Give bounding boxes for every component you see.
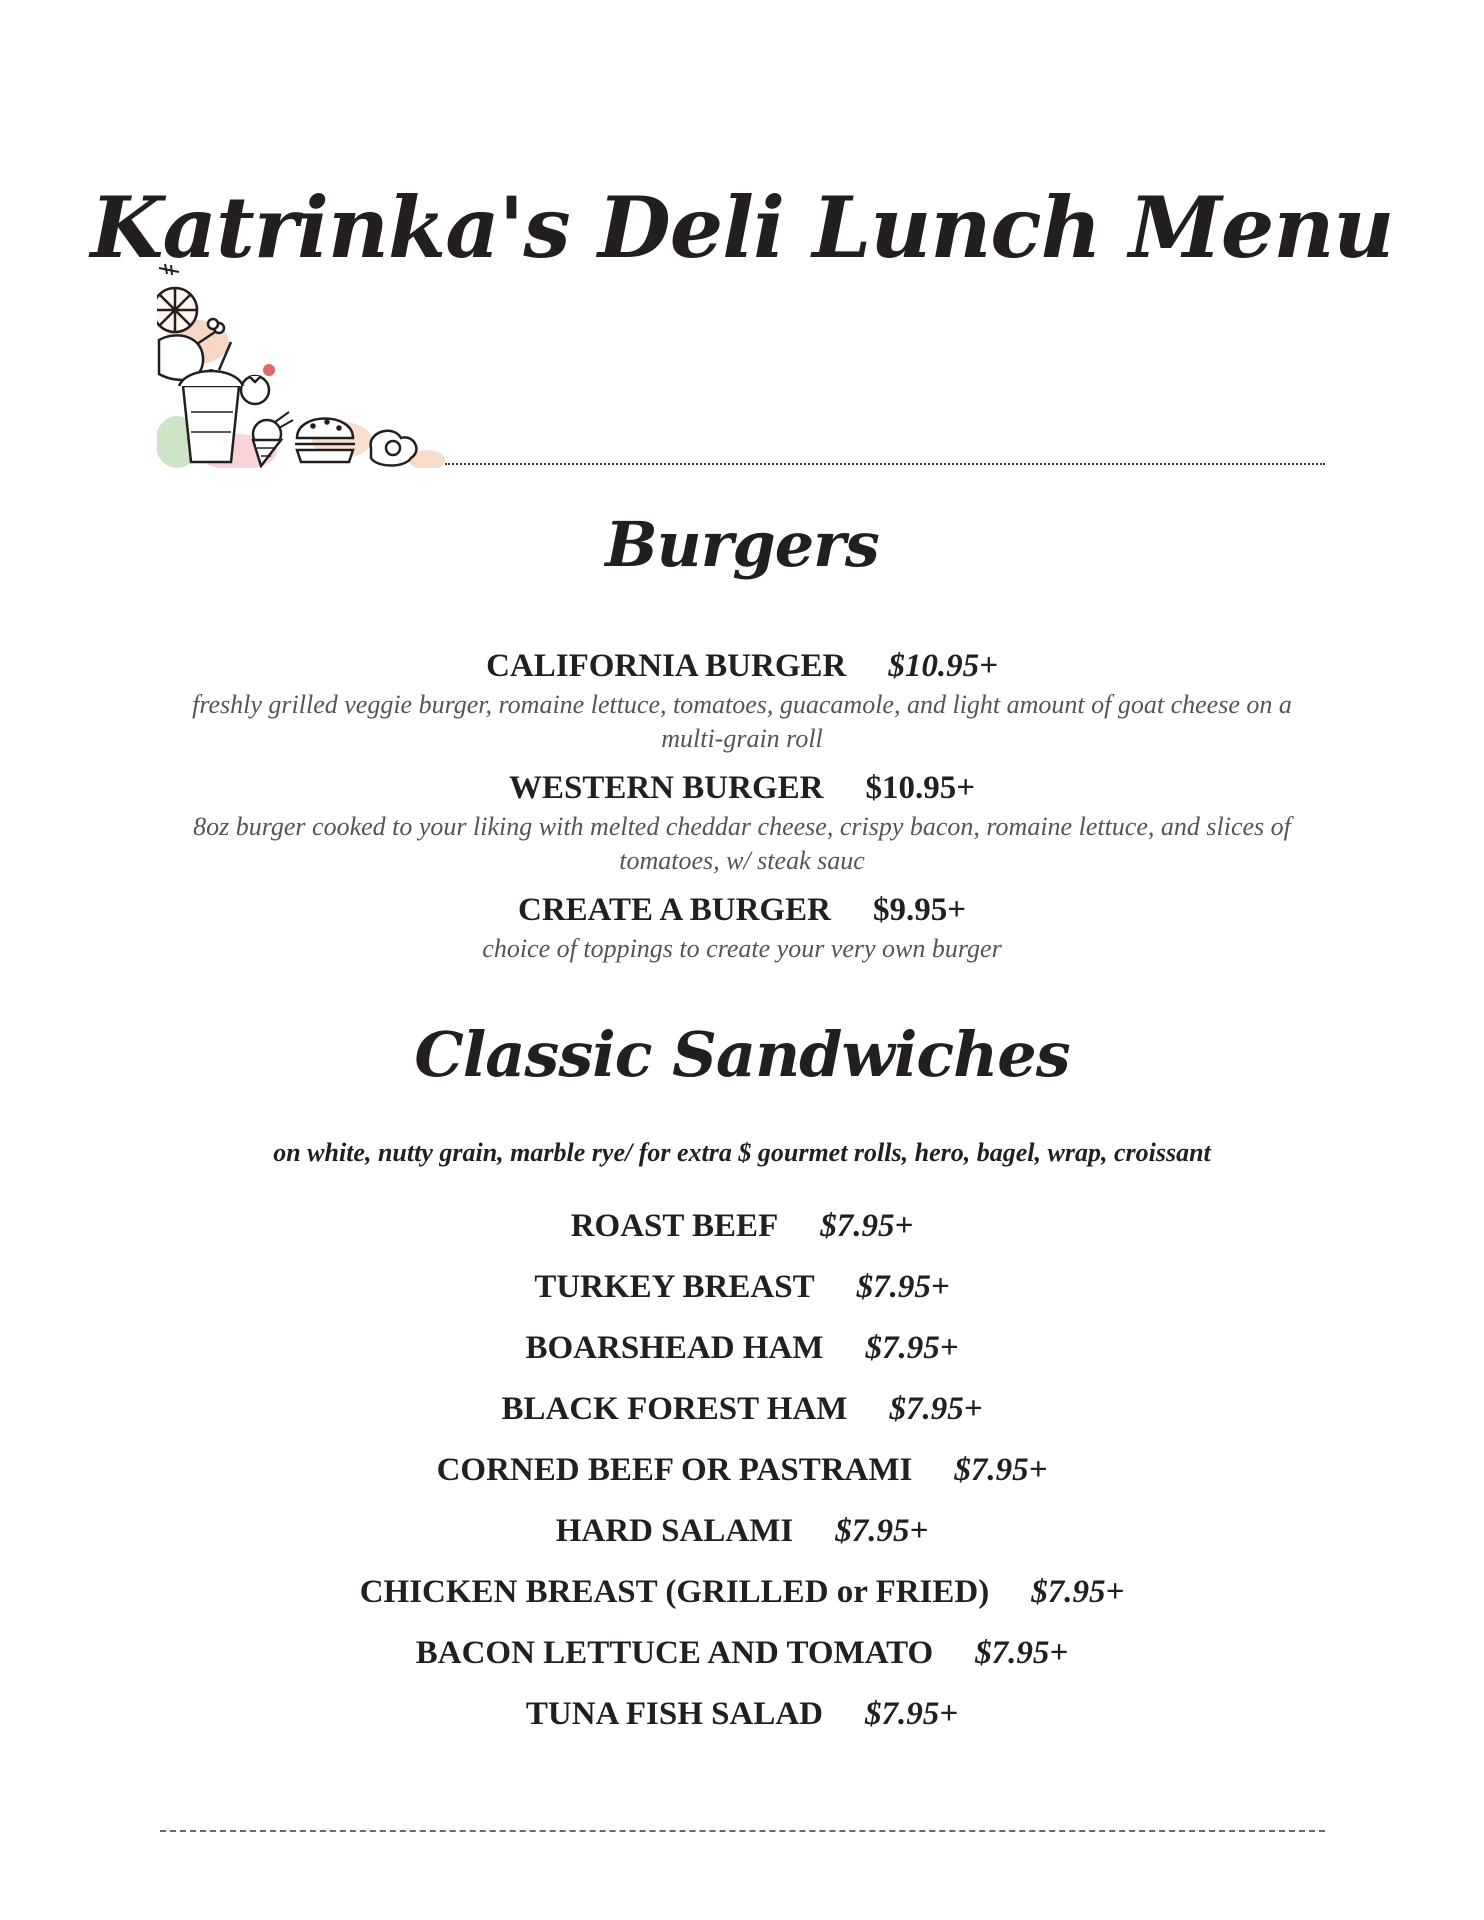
item-price: $10.95+	[865, 770, 976, 806]
bread-options-note: on white, nutty grain, marble rye/ for extra $ gourmet rolls, hero, bagel, wrap, croissant	[273, 1138, 1211, 1167]
item-name: TUNA FISH SALAD	[525, 1696, 823, 1732]
page-title: Katrinka's Deli Lunch Menu	[90, 178, 1394, 277]
menu-item-chicken-breast	[0, 1574, 1484, 1611]
item-name: BACON LETTUCE AND TOMATO	[415, 1635, 934, 1671]
menu-item-western-burger	[0, 770, 1484, 807]
item-price: $9.95+	[872, 892, 966, 928]
item-name: ROAST BEEF	[570, 1208, 779, 1244]
menu-item-turkey-breast	[0, 1269, 1484, 1306]
item-name: BOARSHEAD HAM	[525, 1330, 824, 1366]
item-description: freshly grilled veggie burger, romaine lettuce, tomatoes, guacamole, and light amount of goat cheese on a multi-grain roll	[192, 690, 1292, 753]
menu-item-boarshead-ham	[0, 1330, 1484, 1367]
item-price: $7.95+	[835, 1513, 929, 1549]
item-price: $7.95+	[1031, 1574, 1125, 1610]
menu-item-blt	[0, 1635, 1484, 1672]
menu-item-corned-beef-pastrami	[0, 1452, 1484, 1489]
item-name: WESTERN BURGER	[508, 770, 824, 806]
food-illustration	[157, 262, 445, 468]
item-price: $7.95+	[889, 1391, 983, 1427]
item-description: 8oz burger cooked to your liking with melted cheddar cheese, crispy bacon, romaine lettuce, and slices of tomatoes, w/ steak sauc	[193, 812, 1291, 875]
section-title-burgers: Burgers	[605, 508, 879, 581]
herb-sprig-icon	[159, 264, 179, 275]
menu-item-roast-beef	[0, 1208, 1484, 1245]
section-title-sandwiches: Classic Sandwiches	[414, 1018, 1070, 1091]
fried-egg-icon	[371, 431, 417, 466]
item-name: CREATE A BURGER	[517, 892, 831, 928]
item-price: $7.95+	[954, 1452, 1048, 1488]
item-name: BLACK FOREST HAM	[501, 1391, 848, 1427]
header-divider	[445, 463, 1325, 465]
menu-item-black-forest-ham	[0, 1391, 1484, 1428]
item-name: HARD SALAMI	[555, 1513, 794, 1549]
menu-item-tuna-fish-salad	[0, 1696, 1484, 1733]
item-price: $10.95+	[888, 648, 998, 684]
menu-item-create-a-burger	[0, 892, 1484, 929]
item-description: choice of toppings to create your very own burger	[482, 934, 1002, 963]
menu-item-california-burger	[0, 648, 1484, 685]
menu-item-hard-salami	[0, 1513, 1484, 1550]
item-price: $7.95+	[865, 1330, 959, 1366]
orange-slice-icon	[157, 288, 197, 332]
item-price: $7.95+	[975, 1635, 1069, 1671]
item-name: CALIFORNIA BURGER	[486, 648, 847, 684]
item-price: $7.95+	[820, 1208, 914, 1244]
item-name: TURKEY BREAST	[534, 1269, 815, 1305]
item-price: $7.95+	[856, 1269, 950, 1305]
item-name: CORNED BEEF OR PASTRAMI	[436, 1452, 913, 1488]
item-price: $7.95+	[865, 1696, 959, 1732]
item-name: CHICKEN BREAST (GRILLED or FRIED)	[359, 1574, 990, 1610]
footer-divider	[160, 1830, 1325, 1832]
tomato-icon	[241, 364, 275, 404]
